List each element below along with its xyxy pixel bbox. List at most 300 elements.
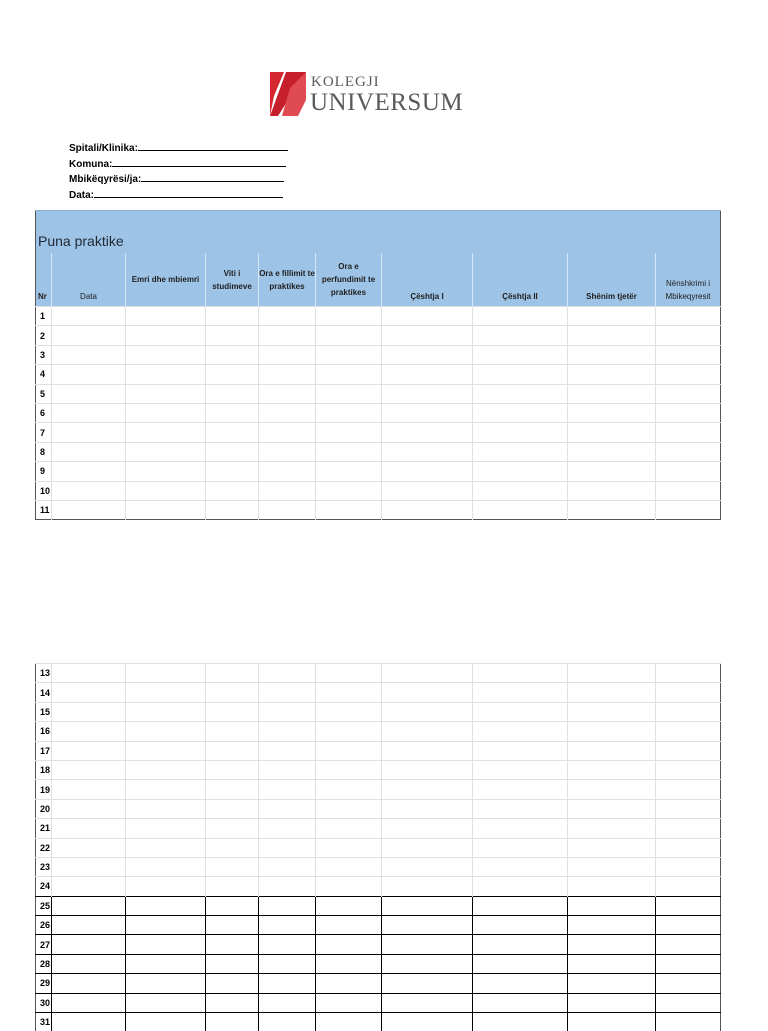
row-number-cell: 2 (36, 326, 52, 345)
table-cell[interactable] (52, 780, 126, 799)
table-cell[interactable] (206, 993, 259, 1012)
table-cell[interactable] (473, 365, 568, 384)
table-cell[interactable] (206, 1013, 259, 1031)
table-cell[interactable] (316, 683, 382, 702)
table-cell[interactable] (656, 442, 721, 461)
row-number-cell: 4 (36, 365, 52, 384)
table-cell[interactable] (316, 326, 382, 345)
table-cell[interactable] (206, 722, 259, 741)
table-cell[interactable] (52, 741, 126, 760)
table-cell[interactable] (316, 857, 382, 876)
table-cell[interactable] (568, 384, 656, 403)
table-cell[interactable] (656, 345, 721, 364)
table-cell[interactable] (568, 819, 656, 838)
table-cell[interactable] (259, 974, 316, 993)
table-row (36, 326, 721, 345)
table-cell[interactable] (568, 683, 656, 702)
table-cell[interactable] (568, 760, 656, 779)
table-cell[interactable] (52, 954, 126, 973)
table-cell[interactable] (126, 935, 206, 954)
field-municipality-line[interactable] (112, 157, 286, 167)
table-cell[interactable] (52, 326, 126, 345)
table-cell[interactable] (126, 819, 206, 838)
table-cell[interactable] (206, 384, 259, 403)
table-cell[interactable] (206, 500, 259, 519)
table-cell[interactable] (52, 403, 126, 422)
table-cell[interactable] (568, 993, 656, 1012)
table-cell[interactable] (382, 345, 473, 364)
table-cell[interactable] (206, 954, 259, 973)
table-cell[interactable] (656, 307, 721, 326)
table-cell[interactable] (316, 780, 382, 799)
table-cell[interactable] (656, 1013, 721, 1031)
table-cell[interactable] (656, 935, 721, 954)
table-cell[interactable] (382, 760, 473, 779)
table-cell[interactable] (382, 403, 473, 422)
table-cell[interactable] (473, 896, 568, 915)
table-cell[interactable] (126, 442, 206, 461)
table-cell[interactable] (316, 500, 382, 519)
table-cell[interactable] (473, 780, 568, 799)
table-cell[interactable] (656, 838, 721, 857)
table-cell[interactable] (52, 423, 126, 442)
table-cell[interactable] (316, 974, 382, 993)
table-cell[interactable] (473, 403, 568, 422)
table-cell[interactable] (473, 384, 568, 403)
table-cell[interactable] (126, 954, 206, 973)
table-cell[interactable] (259, 741, 316, 760)
field-hospital-line[interactable] (138, 141, 288, 151)
table-cell[interactable] (52, 462, 126, 481)
table-cell[interactable] (206, 974, 259, 993)
table-cell[interactable] (568, 799, 656, 818)
table-cell[interactable] (473, 481, 568, 500)
table-cell[interactable] (52, 442, 126, 461)
table-cell[interactable] (126, 974, 206, 993)
table-cell[interactable] (656, 974, 721, 993)
table-cell[interactable] (206, 896, 259, 915)
table-cell[interactable] (568, 780, 656, 799)
table-cell[interactable] (206, 741, 259, 760)
table-cell[interactable] (126, 365, 206, 384)
table-cell[interactable] (259, 1013, 316, 1031)
table-cell[interactable] (568, 365, 656, 384)
table-cell[interactable] (316, 799, 382, 818)
table-cell[interactable] (126, 702, 206, 721)
table-cell[interactable] (568, 423, 656, 442)
table-cell[interactable] (656, 702, 721, 721)
table-cell[interactable] (259, 683, 316, 702)
table-cell[interactable] (473, 741, 568, 760)
table-cell[interactable] (259, 916, 316, 935)
table-cell[interactable] (656, 896, 721, 915)
table-row (36, 760, 721, 779)
row-number-cell: 31 (36, 1013, 52, 1031)
table-cell[interactable] (316, 702, 382, 721)
table-cell[interactable] (382, 384, 473, 403)
table-cell[interactable] (316, 896, 382, 915)
table-cell[interactable] (126, 877, 206, 896)
table-cell[interactable] (126, 683, 206, 702)
table-cell[interactable] (473, 935, 568, 954)
table-cell[interactable] (259, 760, 316, 779)
table-row (36, 384, 721, 403)
table-cell[interactable] (52, 307, 126, 326)
table-cell[interactable] (259, 838, 316, 857)
table-cell[interactable] (568, 877, 656, 896)
table-cell[interactable] (568, 974, 656, 993)
table-cell[interactable] (382, 896, 473, 915)
table-cell[interactable] (656, 877, 721, 896)
table-cell[interactable] (52, 722, 126, 741)
table-cell[interactable] (316, 481, 382, 500)
table-cell[interactable] (316, 1013, 382, 1031)
table-cell[interactable] (382, 481, 473, 500)
table-cell[interactable] (316, 403, 382, 422)
table-cell[interactable] (52, 896, 126, 915)
table-cell[interactable] (473, 954, 568, 973)
table-cell[interactable] (126, 916, 206, 935)
table-cell[interactable] (568, 326, 656, 345)
table-cell[interactable] (656, 326, 721, 345)
table-cell[interactable] (382, 877, 473, 896)
table-cell[interactable] (52, 365, 126, 384)
table-cell[interactable] (206, 857, 259, 876)
table-cell[interactable] (656, 993, 721, 1012)
table-cell[interactable] (52, 993, 126, 1012)
table-cell[interactable] (206, 760, 259, 779)
row-number-cell: 10 (36, 481, 52, 500)
table-cell[interactable] (656, 722, 721, 741)
table-cell[interactable] (316, 365, 382, 384)
table-cell[interactable] (259, 500, 316, 519)
table-cell[interactable] (126, 664, 206, 683)
table-cell[interactable] (206, 702, 259, 721)
table-cell[interactable] (656, 500, 721, 519)
table-cell[interactable] (568, 462, 656, 481)
table-cell[interactable] (473, 307, 568, 326)
table-cell[interactable] (126, 799, 206, 818)
table-cell[interactable] (568, 345, 656, 364)
table-cell[interactable] (316, 916, 382, 935)
table-cell[interactable] (656, 462, 721, 481)
table-cell[interactable] (382, 664, 473, 683)
table-cell[interactable] (473, 877, 568, 896)
table-cell[interactable] (52, 481, 126, 500)
table-cell[interactable] (206, 462, 259, 481)
col-header-note: Shënim tjetër (568, 253, 656, 307)
college-logo (268, 70, 468, 120)
table-cell[interactable] (382, 916, 473, 935)
table-cell[interactable] (473, 916, 568, 935)
table-cell[interactable] (206, 916, 259, 935)
table-row (36, 702, 721, 721)
col-header-nr: Nr (36, 253, 52, 307)
table-cell[interactable] (206, 780, 259, 799)
table-cell[interactable] (568, 1013, 656, 1031)
table-cell[interactable] (473, 974, 568, 993)
table-cell[interactable] (473, 326, 568, 345)
table-cell[interactable] (382, 462, 473, 481)
table-cell[interactable] (568, 307, 656, 326)
table-cell[interactable] (206, 683, 259, 702)
table-cell[interactable] (52, 819, 126, 838)
field-date-label: Data: (69, 189, 95, 201)
row-number-cell: 1 (36, 307, 52, 326)
table-cell[interactable] (259, 442, 316, 461)
table-cell[interactable] (656, 384, 721, 403)
table-cell[interactable] (206, 877, 259, 896)
table-cell[interactable] (473, 857, 568, 876)
table-cell[interactable] (382, 365, 473, 384)
table-cell[interactable] (382, 741, 473, 760)
table-cell[interactable] (52, 664, 126, 683)
field-date (69, 188, 288, 204)
table-cell[interactable] (568, 722, 656, 741)
table-cell[interactable] (568, 838, 656, 857)
table-cell[interactable] (259, 935, 316, 954)
table-cell[interactable] (259, 365, 316, 384)
table-cell[interactable] (206, 481, 259, 500)
table-cell[interactable] (656, 741, 721, 760)
table-cell[interactable] (382, 683, 473, 702)
table-cell[interactable] (126, 741, 206, 760)
table-cell[interactable] (382, 500, 473, 519)
table-cell[interactable] (206, 365, 259, 384)
table-cell[interactable] (568, 954, 656, 973)
table-cell[interactable] (473, 462, 568, 481)
table-row (36, 993, 721, 1012)
field-municipality-label: Komuna: (69, 158, 113, 170)
table-cell[interactable] (206, 403, 259, 422)
table-cell[interactable] (52, 760, 126, 779)
table-cell[interactable] (473, 819, 568, 838)
table-cell[interactable] (126, 462, 206, 481)
table-cell[interactable] (656, 365, 721, 384)
table-cell[interactable] (259, 896, 316, 915)
table-cell[interactable] (259, 403, 316, 422)
table-cell[interactable] (382, 307, 473, 326)
table-cell[interactable] (259, 345, 316, 364)
table-cell[interactable] (382, 993, 473, 1012)
practice-log-table (35, 210, 721, 520)
table-cell[interactable] (382, 423, 473, 442)
table-cell[interactable] (473, 500, 568, 519)
table-cell[interactable] (126, 722, 206, 741)
table-cell[interactable] (52, 877, 126, 896)
table-cell[interactable] (259, 799, 316, 818)
table-cell[interactable] (473, 345, 568, 364)
table-cell[interactable] (126, 307, 206, 326)
table-cell[interactable] (656, 819, 721, 838)
table-cell[interactable] (126, 780, 206, 799)
table-cell[interactable] (126, 896, 206, 915)
table-cell[interactable] (126, 1013, 206, 1031)
table-cell[interactable] (316, 760, 382, 779)
field-date-line[interactable] (94, 188, 283, 198)
table-cell[interactable] (52, 935, 126, 954)
table-row (36, 741, 721, 760)
table-cell[interactable] (473, 683, 568, 702)
table-cell[interactable] (52, 345, 126, 364)
table-cell[interactable] (316, 384, 382, 403)
table-cell[interactable] (656, 760, 721, 779)
table-cell[interactable] (316, 664, 382, 683)
table-cell[interactable] (52, 1013, 126, 1031)
table-cell[interactable] (473, 993, 568, 1012)
table-cell[interactable] (473, 799, 568, 818)
table-cell[interactable] (382, 799, 473, 818)
table-cell[interactable] (126, 384, 206, 403)
table-cell[interactable] (316, 345, 382, 364)
table-cell[interactable] (656, 857, 721, 876)
table-cell[interactable] (259, 384, 316, 403)
table-cell[interactable] (52, 683, 126, 702)
table-cell[interactable] (126, 760, 206, 779)
col-header-end-time: Ora e perfundimit te praktikes (316, 253, 382, 307)
table-cell[interactable] (382, 326, 473, 345)
table-cell[interactable] (568, 935, 656, 954)
table-cell[interactable] (206, 326, 259, 345)
table-cell[interactable] (473, 722, 568, 741)
table-cell[interactable] (316, 307, 382, 326)
table-cell[interactable] (382, 838, 473, 857)
table-cell[interactable] (126, 993, 206, 1012)
table-cell[interactable] (656, 481, 721, 500)
table-cell[interactable] (52, 500, 126, 519)
table-cell[interactable] (568, 403, 656, 422)
table-cell[interactable] (316, 954, 382, 973)
table-cell[interactable] (206, 664, 259, 683)
table-cell[interactable] (126, 403, 206, 422)
table-cell[interactable] (473, 1013, 568, 1031)
table-row (36, 896, 721, 915)
table-cell[interactable] (473, 423, 568, 442)
table-cell[interactable] (473, 838, 568, 857)
table-cell[interactable] (382, 722, 473, 741)
field-supervisor-line[interactable] (141, 172, 284, 182)
table-cell[interactable] (382, 974, 473, 993)
table-cell[interactable] (52, 838, 126, 857)
table-cell[interactable] (382, 819, 473, 838)
table-cell[interactable] (656, 683, 721, 702)
table-cell[interactable] (473, 760, 568, 779)
table-cell[interactable] (259, 423, 316, 442)
table-cell[interactable] (126, 326, 206, 345)
table-cell[interactable] (656, 954, 721, 973)
table-cell[interactable] (206, 838, 259, 857)
table-cell[interactable] (382, 857, 473, 876)
table-cell[interactable] (126, 423, 206, 442)
table-cell[interactable] (206, 799, 259, 818)
table-cell[interactable] (206, 442, 259, 461)
table-cell[interactable] (206, 819, 259, 838)
table-cell[interactable] (568, 896, 656, 915)
table-cell[interactable] (259, 819, 316, 838)
table-cell[interactable] (52, 799, 126, 818)
table-cell[interactable] (316, 838, 382, 857)
table-cell[interactable] (126, 857, 206, 876)
table-cell[interactable] (259, 702, 316, 721)
table-cell[interactable] (52, 384, 126, 403)
table-cell[interactable] (126, 345, 206, 364)
table-cell[interactable] (473, 442, 568, 461)
table-cell[interactable] (656, 403, 721, 422)
table-cell[interactable] (656, 799, 721, 818)
row-number-cell: 17 (36, 741, 52, 760)
table-cell[interactable] (316, 442, 382, 461)
row-number-cell: 14 (36, 683, 52, 702)
table-cell[interactable] (126, 838, 206, 857)
table-cell[interactable] (316, 423, 382, 442)
table-cell[interactable] (656, 664, 721, 683)
table-cell[interactable] (656, 780, 721, 799)
table-cell[interactable] (259, 722, 316, 741)
col-header-start-time: Ora e fillimit te praktikes (259, 253, 316, 307)
table-cell[interactable] (568, 500, 656, 519)
table-cell[interactable] (259, 857, 316, 876)
table-cell[interactable] (316, 877, 382, 896)
table-cell[interactable] (259, 462, 316, 481)
table-cell[interactable] (568, 664, 656, 683)
table-cell[interactable] (206, 935, 259, 954)
table-cell[interactable] (52, 857, 126, 876)
table-cell[interactable] (52, 702, 126, 721)
table-row (36, 722, 721, 741)
table-cell[interactable] (316, 462, 382, 481)
table-cell[interactable] (126, 481, 206, 500)
table-cell[interactable] (316, 741, 382, 760)
table-cell[interactable] (316, 993, 382, 1012)
table-cell[interactable] (52, 916, 126, 935)
table-cell[interactable] (316, 819, 382, 838)
table-cell[interactable] (382, 1013, 473, 1031)
table-cell[interactable] (382, 935, 473, 954)
table-cell[interactable] (316, 722, 382, 741)
table-cell[interactable] (473, 702, 568, 721)
table-cell[interactable] (382, 780, 473, 799)
table-cell[interactable] (382, 702, 473, 721)
table-cell[interactable] (259, 877, 316, 896)
table-cell[interactable] (656, 423, 721, 442)
table-cell[interactable] (206, 307, 259, 326)
field-supervisor-label: Mbikëqyrësi/ja: (69, 174, 142, 185)
table-row (36, 307, 721, 326)
table-cell[interactable] (473, 664, 568, 683)
table-cell[interactable] (126, 500, 206, 519)
table-cell[interactable] (259, 954, 316, 973)
table-cell[interactable] (568, 481, 656, 500)
table-cell[interactable] (382, 442, 473, 461)
table-cell[interactable] (259, 326, 316, 345)
table-cell[interactable] (316, 935, 382, 954)
table-cell[interactable] (568, 857, 656, 876)
table-cell[interactable] (206, 345, 259, 364)
table-cell[interactable] (259, 780, 316, 799)
table-cell[interactable] (656, 916, 721, 935)
table-cell[interactable] (52, 974, 126, 993)
table-cell[interactable] (568, 741, 656, 760)
table-cell[interactable] (206, 423, 259, 442)
table-cell[interactable] (568, 916, 656, 935)
table-cell[interactable] (259, 993, 316, 1012)
table-cell[interactable] (568, 702, 656, 721)
table-cell[interactable] (568, 442, 656, 461)
table-cell[interactable] (382, 954, 473, 973)
table-cell[interactable] (259, 664, 316, 683)
table-cell[interactable] (259, 307, 316, 326)
table-cell[interactable] (259, 481, 316, 500)
